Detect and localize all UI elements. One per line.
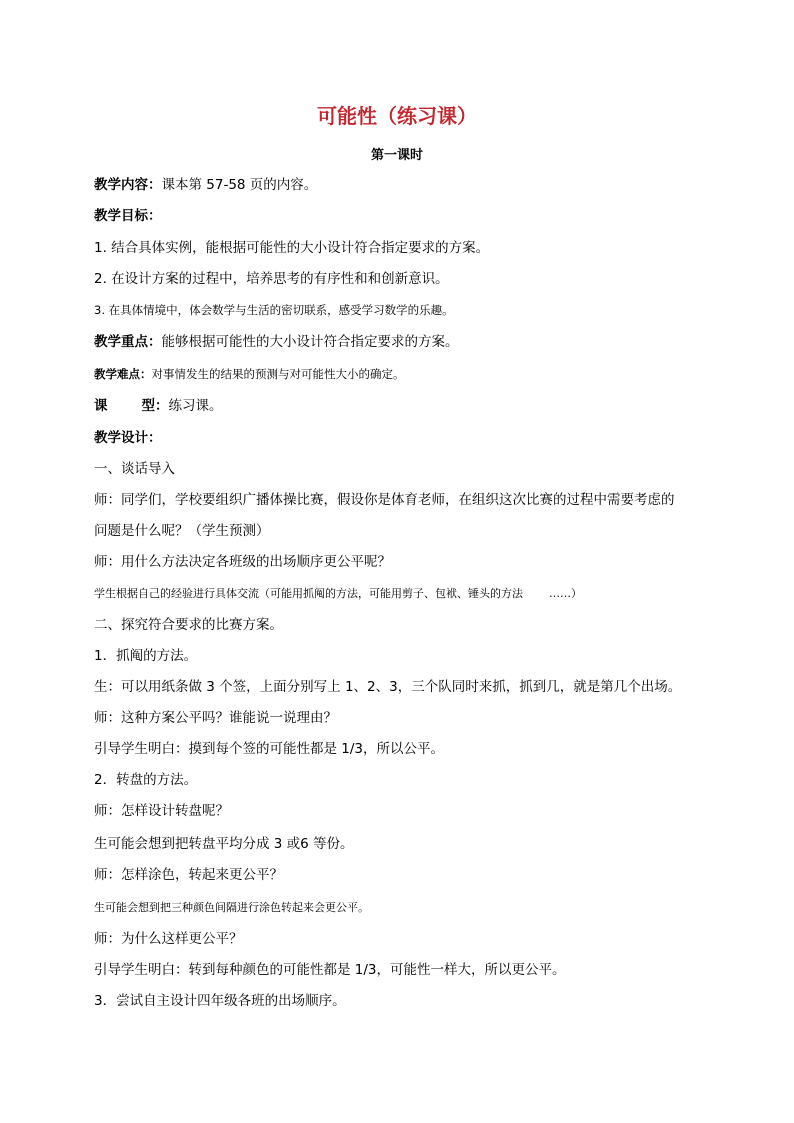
body-line: 师：怎样涂色，转起来更公平？ xyxy=(94,867,283,883)
body-line: 2．转盘的方法。 xyxy=(94,772,198,788)
design-heading: 教学设计： xyxy=(94,430,162,446)
ellipsis-text: ……） xyxy=(549,587,582,600)
lesson-type-text: 练习课。 xyxy=(168,398,223,414)
key-point-text: 能够根据可能性的大小设计符合指定要求的方案。 xyxy=(161,334,459,350)
lesson-type-label-a: 课 xyxy=(94,398,108,414)
body-line: 1．抓阄的方法。 xyxy=(94,648,198,664)
body-line: 生：可以用纸条做 3 个签，上面分别写上 1、2、3，三个队同时来抓，抓到几，就是第几个出场。 xyxy=(94,679,682,695)
document-title: 可能性（练习课） xyxy=(317,104,477,128)
goal-item: 1. 结合具体实例，能根据可能性的大小设计符合指定要求的方案。 xyxy=(94,240,490,256)
body-line-text: 学生根据自己的经验进行具体交流（可能用抓阄的方法，可能用剪子、包袱、锤头的方法 xyxy=(94,587,523,600)
goal-item: 3. 在具体情境中，体会数学与生活的密切联系，感受学习数学的乐趣。 xyxy=(94,303,454,317)
goals-heading: 教学目标： xyxy=(94,208,162,224)
body-line: 3．尝试自主设计四年级各班的出场顺序。 xyxy=(94,993,346,1009)
key-point xyxy=(94,332,734,352)
section-heading: 二、探究符合要求的比赛方案。 xyxy=(94,617,283,633)
body-line: 生可能会想到把转盘平均分成 3 或6 等份。 xyxy=(94,836,354,852)
teaching-content xyxy=(94,175,734,195)
teaching-content-text: 课本第 57-58 页的内容。 xyxy=(161,177,318,193)
difficulty xyxy=(94,364,734,384)
body-line: 引导学生明白：转到每种颜色的可能性都是 1/3，可能性一样大，所以更公平。 xyxy=(94,962,566,978)
lesson-type-label-b: 型： xyxy=(141,398,169,414)
body-line: 问题是什么呢？（学生预测） xyxy=(94,523,270,539)
body-line: 师：怎样设计转盘呢？ xyxy=(94,803,229,819)
key-point-label: 教学重点： xyxy=(94,334,162,350)
body-line: 生可能会想到把三种颜色间隔进行涂色转起来会更公平。 xyxy=(94,901,369,914)
document-subtitle: 第一课时 xyxy=(370,148,423,163)
body-line: 一、谈话导入 xyxy=(94,461,175,477)
body-line: 师：这种方案公平吗？谁能说一说理由？ xyxy=(94,710,337,726)
teaching-content-label: 教学内容： xyxy=(94,177,162,193)
body-line: 师：同学们，学校要组织广播体操比赛，假设你是体育老师，在组织这次比赛的过程中需要考虑的 xyxy=(94,492,675,508)
body-line: 师：为什么这样更公平？ xyxy=(94,931,243,947)
lesson-type xyxy=(94,396,734,416)
difficulty-text: 对事情发生的结果的预测与对可能性大小的确定。 xyxy=(151,367,405,381)
body-line: 师：用什么方法决定各班级的出场顺序更公平呢？ xyxy=(94,554,391,570)
body-line: 引导学生明白：摸到每个签的可能性都是 1/3，所以公平。 xyxy=(94,741,445,757)
body-line xyxy=(94,584,734,604)
goal-item: 2. 在设计方案的过程中，培养思考的有序性和和创新意识。 xyxy=(94,271,449,287)
difficulty-label: 教学难点： xyxy=(94,367,152,381)
